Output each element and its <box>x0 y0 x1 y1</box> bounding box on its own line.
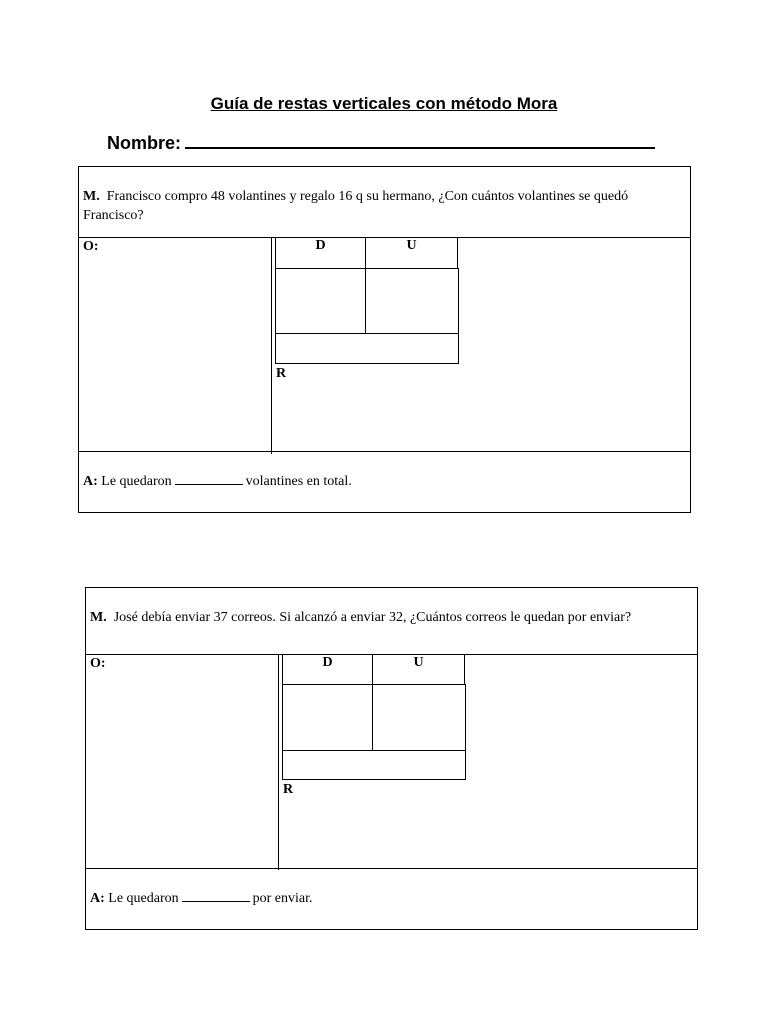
operation-column <box>79 237 272 454</box>
problem-text: Francisco compro 48 volantines y regalo 16 q su hermano, ¿Con cuántos volantines se quedó Francisco? <box>83 189 629 223</box>
problem-statement <box>83 187 682 225</box>
result-cell[interactable] <box>275 333 459 364</box>
a-label: A: <box>90 891 105 906</box>
o-label: O: <box>83 239 99 254</box>
problem-statement <box>90 608 689 627</box>
problem-statement-row <box>86 588 697 655</box>
answer-before: Le quedaron <box>108 891 179 906</box>
answer-sentence <box>90 889 313 907</box>
o-label: O: <box>90 656 106 671</box>
tens-answer-cell[interactable] <box>282 684 373 751</box>
operation-column <box>86 654 279 870</box>
m-label: M. <box>83 189 100 204</box>
tens-header: D <box>322 655 333 670</box>
units-header: U <box>413 655 424 670</box>
name-label: Nombre: <box>107 133 182 153</box>
result-cell[interactable] <box>282 750 466 780</box>
m-label: M. <box>90 610 107 625</box>
name-blank-line[interactable] <box>185 131 655 149</box>
problem-box-2 <box>85 587 698 930</box>
problem-text: José debía enviar 37 correos. Si alcanzó a enviar 32, ¿Cuántos correos le quedan por enviar? <box>113 610 632 625</box>
answer-blank[interactable] <box>175 472 243 485</box>
problem-statement-row <box>79 167 690 238</box>
tens-answer-cell[interactable] <box>275 268 366 334</box>
problem-box-1 <box>78 166 691 513</box>
answer-after: por enviar. <box>252 891 313 906</box>
worksheet-title: Guía de restas verticales con método Mora <box>210 94 558 113</box>
name-field[interactable] <box>107 131 655 154</box>
a-label: A: <box>83 474 98 489</box>
r-label: R <box>276 366 287 381</box>
units-header: U <box>406 238 417 253</box>
answer-sentence <box>83 472 352 490</box>
answer-row <box>86 868 697 929</box>
answer-blank[interactable] <box>182 889 250 902</box>
units-answer-cell[interactable] <box>365 268 459 334</box>
answer-row <box>79 451 690 512</box>
answer-after: volantines en total. <box>245 474 352 489</box>
answer-before: Le quedaron <box>101 474 172 489</box>
r-label: R <box>283 782 294 797</box>
units-answer-cell[interactable] <box>372 684 466 751</box>
tens-header: D <box>315 238 326 253</box>
